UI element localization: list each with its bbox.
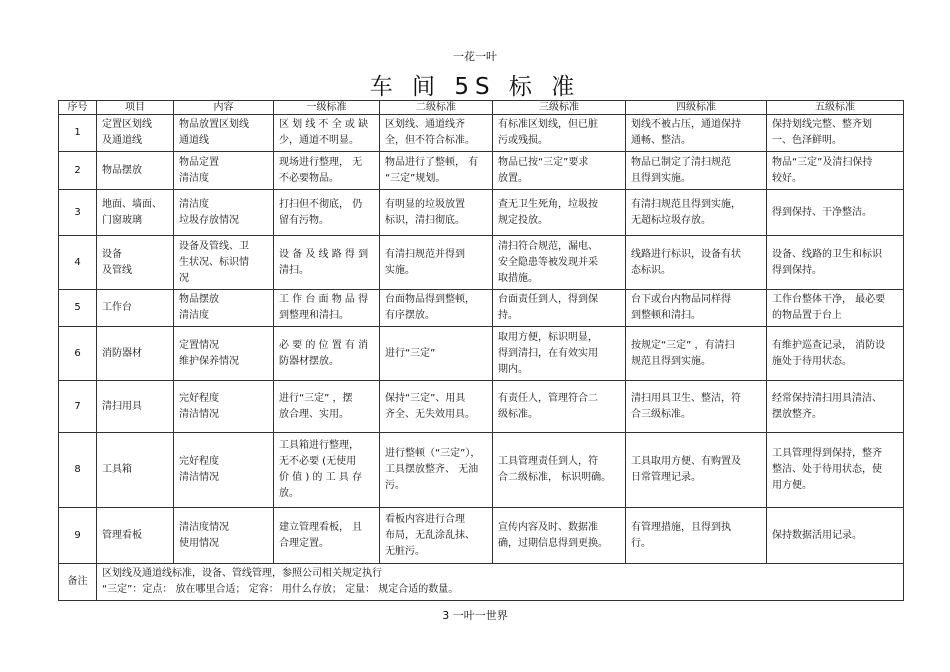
row-level3: 有标准区划线，但已脏 污或残损。 (493, 115, 626, 152)
row-level2: 物品进行了整顿， 有 “三定”规划。 (380, 152, 493, 190)
table-row (59, 236, 904, 290)
row-level3: 清扫符合规范，漏电、 安全隐患等被发现并采 取措施。 (493, 236, 626, 290)
row-level1: 设 备 及 线 路 得 到 清扫。 (274, 236, 380, 290)
row-level2: 保持“三定”、用具 齐全、无失效用具。 (380, 381, 493, 433)
row-number: 9 (59, 508, 97, 564)
row-item: 物品摆放 (97, 152, 174, 190)
row-level4: 台下或台内物品同样得 到整顿和清扫。 (626, 290, 767, 327)
row-level3: 台面责任到人，得到保 持。 (493, 290, 626, 327)
row-item: 设备 及管线 (97, 236, 174, 290)
row-item: 地面、墙面、 门窗玻璃 (97, 190, 174, 236)
row-level5: 物品“三定”及清扫保持 较好。 (767, 152, 904, 190)
row-level2: 进行“三定” (380, 327, 493, 381)
table-row (59, 190, 904, 236)
row-level5: 设备、线路的卫生和标识 得到保持。 (767, 236, 904, 290)
row-level1: 进行“三定” ，摆 放合理、实用。 (274, 381, 380, 433)
row-content: 完好程度 清洁情况 (174, 433, 274, 508)
row-item: 管理看板 (97, 508, 174, 564)
row-content: 物品摆放 清洁度 (174, 290, 274, 327)
row-number: 1 (59, 115, 97, 152)
col-header-level2: 二级标准 (380, 101, 493, 115)
row-level5: 有维护巡查记录， 消防设 施处于待用状态。 (767, 327, 904, 381)
col-header-level1: 一级标准 (274, 101, 380, 115)
col-header-level3: 三级标准 (493, 101, 626, 115)
col-header-level5: 五级标准 (767, 101, 904, 115)
row-level2: 看板内容进行合理 布局，无乱涂乱抹、 无脏污。 (380, 508, 493, 564)
row-content: 清洁度 垃圾存放情况 (174, 190, 274, 236)
row-level1: 打扫但不彻底， 仍 留有污物。 (274, 190, 380, 236)
row-level1: 必 要 的 位 置 有 消 防器材摆放。 (274, 327, 380, 381)
header-note: 一花一叶 (453, 50, 497, 63)
table-row (59, 152, 904, 190)
row-level5: 保持数据活用记录。 (767, 508, 904, 564)
row-item: 工作台 (97, 290, 174, 327)
table-row (59, 115, 904, 152)
remark-label: 备注 (59, 564, 97, 601)
row-item: 消防器材 (97, 327, 174, 381)
row-level5: 工具管理得到保持，整齐 整洁、处于待用状态，使 用方便。 (767, 433, 904, 508)
row-number: 5 (59, 290, 97, 327)
table-row (59, 327, 904, 381)
row-number: 7 (59, 381, 97, 433)
row-level3: 物品已按“三定”要求 放置。 (493, 152, 626, 190)
col-header-item: 项目 (97, 101, 174, 115)
row-content: 清洁度情况 使用情况 (174, 508, 274, 564)
row-level1: 工具箱进行整理， 无不必要 (无使用 价 值 ) 的 工 具 存 放。 (274, 433, 380, 508)
table-row (59, 433, 904, 508)
row-level4: 划线不被占压，通道保持 通畅、整洁。 (626, 115, 767, 152)
row-item: 工具箱 (97, 433, 174, 508)
row-level4: 物品已制定了清扫规范 且得到实施。 (626, 152, 767, 190)
row-content: 完好程度 清洁情况 (174, 381, 274, 433)
row-level2: 台面物品得到整顿， 有序摆放。 (380, 290, 493, 327)
row-level5: 工作台整体干净， 最必要 的物品置于台上 (767, 290, 904, 327)
row-level4: 线路进行标识，设备有状 态标识。 (626, 236, 767, 290)
col-header-level4: 四级标准 (626, 101, 767, 115)
col-header-content: 内容 (174, 101, 274, 115)
row-level5: 得到保持、干净整洁。 (767, 190, 904, 236)
standards-table (58, 100, 904, 601)
table-row (59, 290, 904, 327)
remark-text: 区划线及通道线标准，设备、管线管理，参照公司相关规定执行 “三定”：定点： 放在哪里合适； 定容： 用什么存放； 定量： 规定合适的数量。 (97, 564, 904, 601)
document-title: 车 间 5S 标 准 (369, 74, 581, 100)
row-content: 定置情况 维护保养情况 (174, 327, 274, 381)
row-item: 定置区划线 及通道线 (97, 115, 174, 152)
row-level2: 区划线、通道线齐 全，但不符合标准。 (380, 115, 493, 152)
row-level3: 宣传内容及时、数据准 确，过期信息得到更换。 (493, 508, 626, 564)
row-level2: 有清扫规范并得到 实施。 (380, 236, 493, 290)
row-level4: 有清扫规范且得到实施， 无超标垃圾存放。 (626, 190, 767, 236)
row-content: 物品放置区划线 通道线 (174, 115, 274, 152)
row-level1: 区 划 线 不 全 或 缺 少，通道不明显。 (274, 115, 380, 152)
row-level4: 按规定“三定” ，有清扫 规范且得到实施。 (626, 327, 767, 381)
row-level1: 工 作 台 面 物 品 得 到整理和清扫。 (274, 290, 380, 327)
row-level5: 经常保持清扫用具清洁、 摆放整齐。 (767, 381, 904, 433)
row-item: 清扫用具 (97, 381, 174, 433)
row-level3: 工具管理责任到人，符 合二级标准， 标识明确。 (493, 433, 626, 508)
row-number: 2 (59, 152, 97, 190)
row-number: 6 (59, 327, 97, 381)
row-level1: 现场进行整理， 无 不必要物品。 (274, 152, 380, 190)
row-content: 设备及管线、卫 生状况、标识情 况 (174, 236, 274, 290)
remark-row (59, 564, 904, 601)
row-level4: 有管理措施，且得到执 行。 (626, 508, 767, 564)
row-level4: 工具取用方便、有购置及 日常管理记录。 (626, 433, 767, 508)
table-row (59, 508, 904, 564)
row-level3: 取用方便，标识明显， 得到清扫，在有效实用 期内。 (493, 327, 626, 381)
row-level5: 保持划线完整、整齐划 一、色泽鲜明。 (767, 115, 904, 152)
row-level2: 进行整顿（“三定”）， 工具摆放整齐、 无油 污。 (380, 433, 493, 508)
row-number: 4 (59, 236, 97, 290)
row-level4: 清扫用具卫生、整洁，符 合三级标准。 (626, 381, 767, 433)
row-number: 8 (59, 433, 97, 508)
row-number: 3 (59, 190, 97, 236)
page-footer: 3 一叶一世界 (442, 609, 508, 622)
header-row (59, 101, 904, 115)
row-level2: 有明显的垃圾放置 标识，清扫彻底。 (380, 190, 493, 236)
row-level1: 建立管理看板， 且 合理定置。 (274, 508, 380, 564)
row-level3: 查无卫生死角，垃圾按 规定投放。 (493, 190, 626, 236)
col-header-no: 序号 (59, 101, 97, 115)
row-content: 物品定置 清洁度 (174, 152, 274, 190)
table-row (59, 381, 904, 433)
row-level3: 有责任人，管理符合二 级标准。 (493, 381, 626, 433)
